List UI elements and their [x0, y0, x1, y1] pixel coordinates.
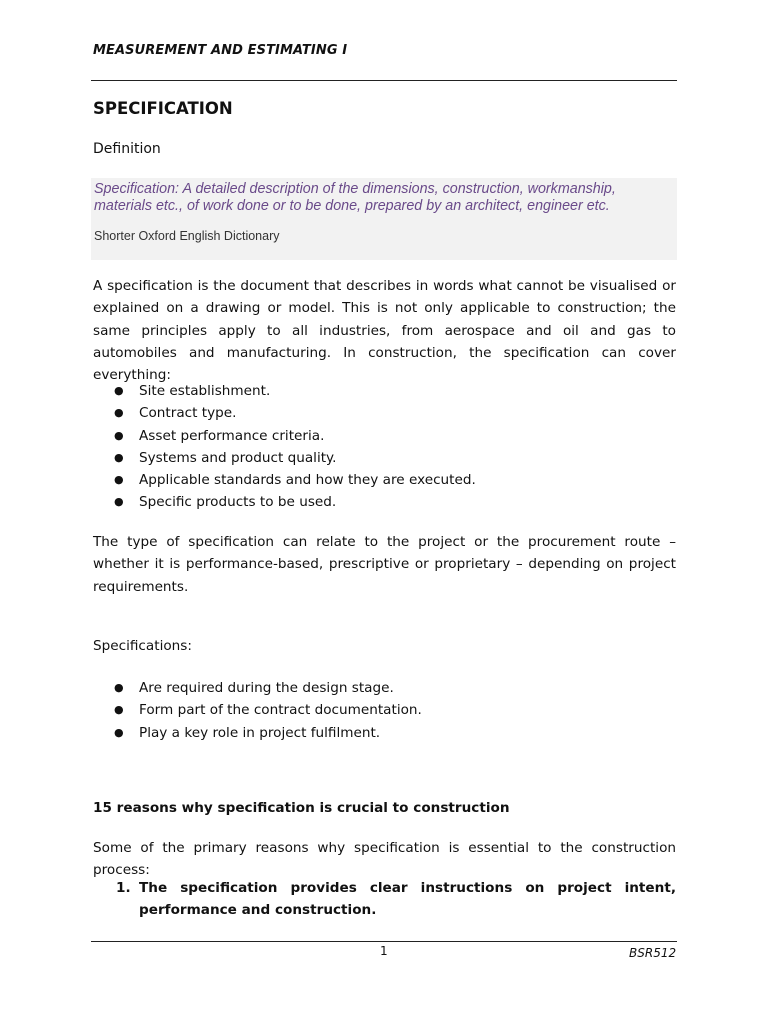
- bullet-icon: ●: [114, 725, 124, 739]
- numbered-item-text: The specification provides clear instructions on project intent, performance and construction.: [139, 880, 676, 919]
- bullet-icon: ●: [114, 384, 124, 397]
- list-item: [0, 402, 680, 424]
- list-item-text: Systems and product quality.: [139, 449, 337, 466]
- list-item-text: Site establishment.: [139, 383, 271, 399]
- list-item: [0, 469, 680, 491]
- header-divider: [91, 80, 677, 81]
- bullet-icon: ●: [114, 703, 124, 717]
- list-item: [0, 722, 680, 744]
- bullet-icon: ●: [114, 473, 124, 487]
- footer-divider: [91, 941, 677, 942]
- specifications-label: Specifications:: [93, 638, 192, 654]
- bullet-icon: ●: [114, 495, 124, 509]
- reasons-heading: 15 reasons why specification is crucial to construction: [93, 800, 510, 816]
- numbered-item-marker: 1.: [116, 880, 131, 896]
- list-item-text: Applicable standards and how they are executed.: [139, 472, 476, 489]
- list-item-text: Are required during the design stage.: [139, 680, 394, 696]
- definition-quote-text: Specification: A detailed description of the dimensions, construction, workmanship, materials etc., of work done or to be done, prepared by an architect, engineer etc.: [94, 181, 616, 214]
- coverage-bullet-list: [0, 380, 680, 514]
- specification-type-paragraph: The type of specification can relate to the project or the procurement route – whether it is performance-based, prescriptive or proprietary – depending on project requirements.: [93, 534, 676, 595]
- list-item: [0, 677, 680, 699]
- list-item: [0, 425, 680, 447]
- bullet-icon: ●: [114, 406, 124, 420]
- list-item-text: Specific products to be used.: [139, 494, 337, 511]
- running-header: MEASUREMENT AND ESTIMATING I: [93, 43, 348, 58]
- list-item: [0, 699, 680, 721]
- list-item-text: Asset performance criteria.: [139, 427, 325, 444]
- page-title: SPECIFICATION: [93, 99, 233, 118]
- list-item-text: Play a key role in project fulfilment.: [139, 724, 381, 741]
- page-number: 1: [380, 944, 388, 958]
- list-item-text: Form part of the contract documentation.: [139, 702, 422, 719]
- bullet-icon: ●: [114, 428, 124, 442]
- specifications-bullet-list: [0, 677, 680, 744]
- bullet-icon: ●: [114, 450, 124, 464]
- bullet-icon: ●: [114, 681, 124, 694]
- list-item-text: Contract type.: [139, 405, 237, 422]
- definition-quote-source: Shorter Oxford English Dictionary: [94, 229, 280, 243]
- definition-quote-box: [91, 178, 677, 260]
- definition-heading: Definition: [93, 141, 161, 157]
- list-item: [0, 447, 680, 469]
- intro-paragraph: A specification is the document that describes in words what cannot be visualised or explained on a drawing or model. This is not only applicable to construction; the same principles apply to all industries, from aerospace and oil and gas to automobiles and manufacturing. In construction, the specification can cover everything:: [93, 278, 676, 384]
- list-item: [0, 491, 680, 513]
- list-item: [0, 380, 680, 402]
- course-code: BSR512: [629, 946, 677, 960]
- reasons-intro-paragraph: Some of the primary reasons why specification is essential to the construction process:: [93, 840, 676, 879]
